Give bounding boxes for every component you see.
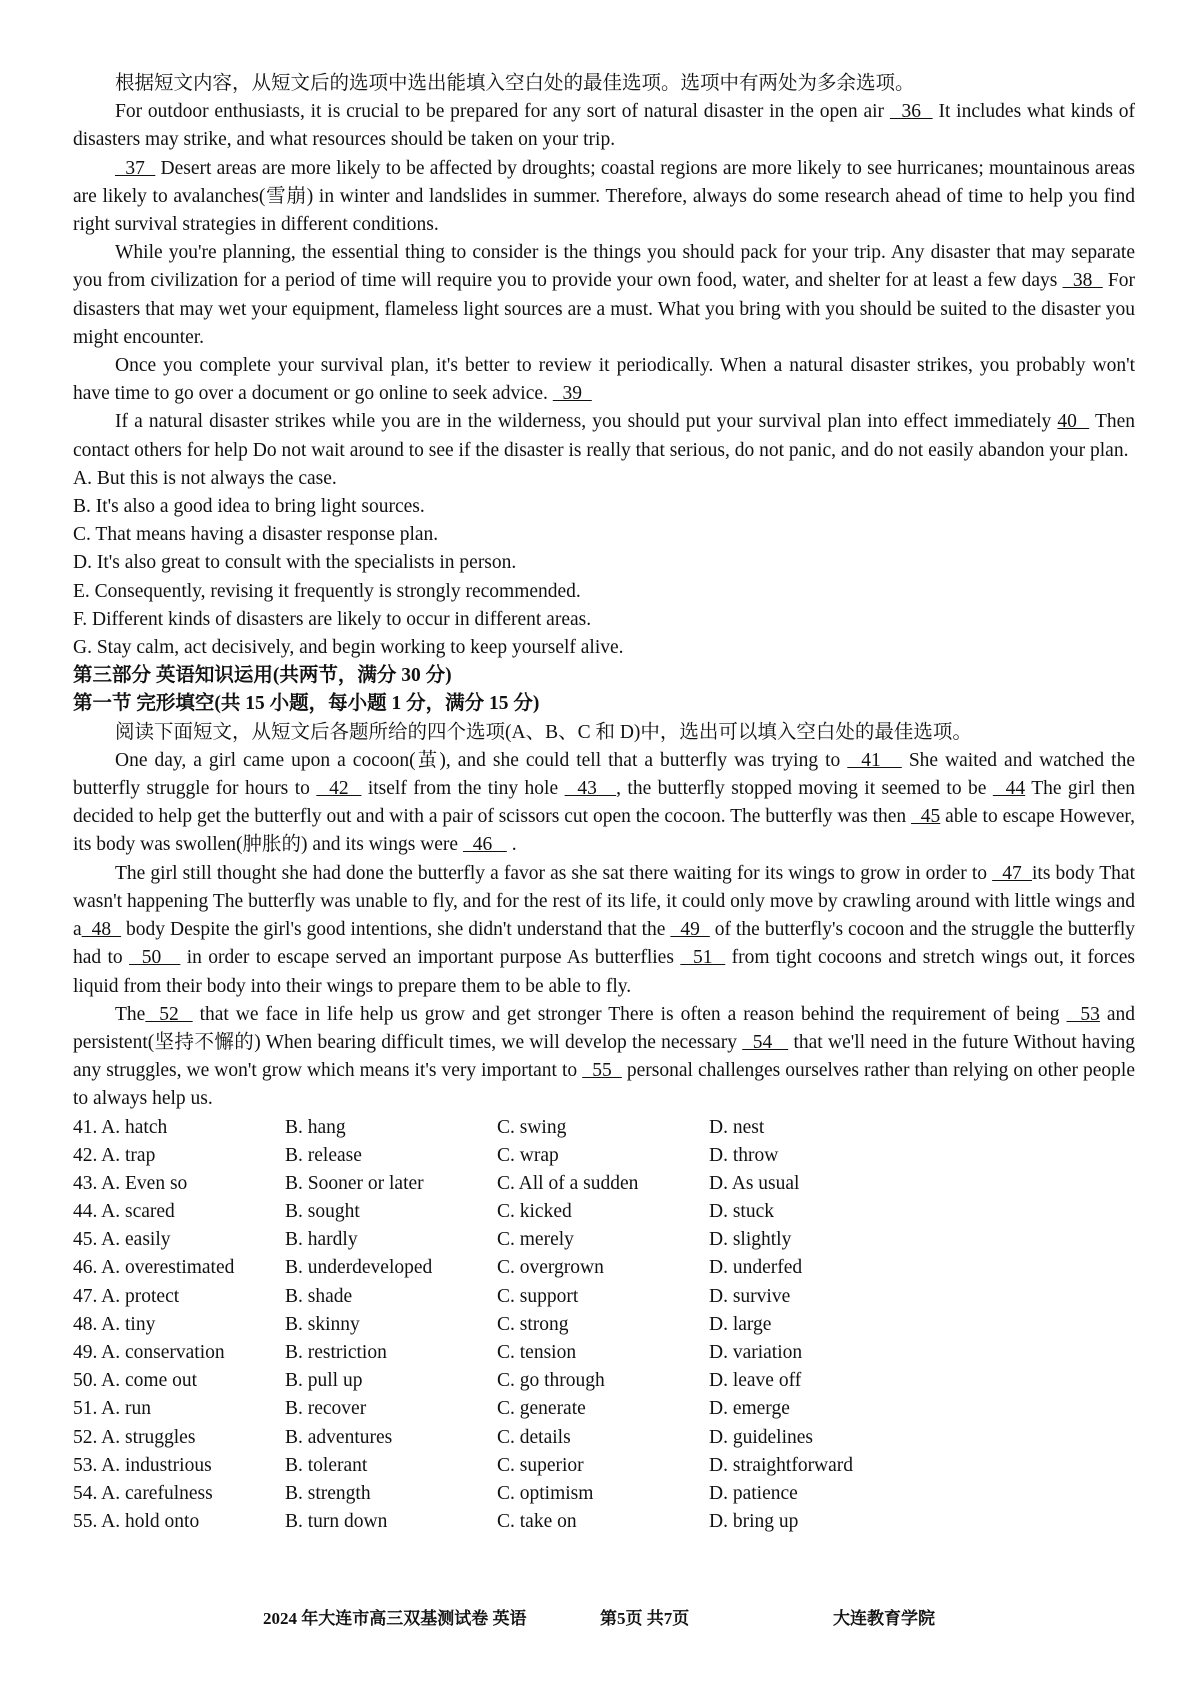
exam-page [73,70,1135,1536]
choice-row [73,1424,1135,1452]
seven-choose-five-passage [73,98,1135,465]
choice-option-d: D. large [709,1313,772,1335]
answer-blank[interactable]: 38 [1062,270,1103,292]
choice-option-c: C. wrap [497,1144,559,1166]
answer-blank[interactable]: 54 [742,1031,789,1053]
choice-option-b: B. recover [285,1398,367,1420]
paragraph-text: For disasters that may wet your equipment, flameless light sources are a must. What you bring with you should be suited to the disaster you might encounter. [73,270,1136,348]
option-item: E. Consequently, revising it frequently is strongly recommended. [73,580,581,602]
paragraph-text: For outdoor enthusiasts, it is crucial to be prepared for any sort of natural disaster in the open air [115,101,890,123]
paragraph-text: in order to escape served an important purpose As butterflies [180,947,681,969]
answer-blank[interactable]: 51 [680,947,726,969]
choice-option-c: C. go through [497,1370,605,1392]
answer-blank[interactable]: 42 [316,778,362,800]
answer-blank[interactable]: 48 [81,919,122,941]
paragraph-text: While you're planning, the essential thing to consider is the things you should pack for your trip. Any disaster that may separate you from civilization for a period of time will require you to provide your own food, water, and shelter for at least a few days [73,242,1135,292]
choice-option-c: C. support [497,1285,579,1307]
paragraph-text: its body That wasn't happening The butterfly was unable to fly, and for the rest of its life, it could only move by crawling around with little wings and a [73,862,1135,941]
choice-option-a: 48. A. tiny [73,1313,156,1335]
choice-option-c: C. take on [497,1511,577,1533]
answer-blank[interactable]: 45 [911,806,941,828]
choice-option-a: 54. A. carefulness [73,1482,213,1504]
answer-blank[interactable]: 40 [1057,411,1090,433]
passage-paragraph [73,98,1135,154]
choice-option-d: D. variation [709,1342,803,1364]
paragraph-text: that we face in life help us grow and get stronger There is often a reason behind the requirement of being [192,1003,1067,1025]
choice-option-c: C. All of a sudden [497,1172,639,1194]
choice-row [73,1311,1135,1339]
answer-blank[interactable]: 44 [992,778,1026,800]
choice-option-a: 44. A. scared [73,1201,175,1223]
choice-option-c: C. kicked [497,1201,572,1223]
choice-option-a: 55. A. hold onto [73,1511,200,1533]
choice-option-a: 42. A. trap [73,1144,156,1166]
paragraph-text: Desert areas are more likely to be affected by droughts; coastal regions are more likely to see hurricanes; mountainous areas are likely to avalanches(雪崩) in winter and landslides in summer. Therefore, always do some research ahead of time to help you find right survival strategies in different conditions. [73,157,1136,236]
choice-option-a: 43. A. Even so [73,1172,188,1194]
cloze-passage [73,747,1135,1114]
choice-option-c: C. superior [497,1454,584,1476]
choice-row [73,1480,1135,1508]
choice-option-a: 45. A. easily [73,1229,171,1251]
choice-row [73,1142,1135,1170]
choice-option-b: B. restriction [285,1342,387,1364]
choice-option-d: D. As usual [709,1172,800,1194]
choice-row [73,1226,1135,1254]
choice-option-b: B. turn down [285,1511,388,1533]
choice-option-c: C. optimism [497,1482,594,1504]
choice-option-d: D. stuck [709,1201,774,1223]
paragraph-text: The [115,1003,146,1025]
paragraph-text: The girl still thought she had done the butterfly a favor as she sat there waiting for its wings to grow in order to [115,862,993,884]
choice-option-b: B. hang [285,1116,346,1138]
paragraph-text: of the butterfly's cocoon and the struggle the butterfly had to [73,919,1136,969]
footer-organization: 大连教育学院 [833,1609,935,1628]
cloze-choice-list [73,1114,1135,1537]
choice-option-c: C. generate [497,1398,586,1420]
passage-paragraph [73,408,1135,464]
choice-option-d: D. patience [709,1482,798,1504]
choice-option-a: 46. A. overestimated [73,1257,235,1279]
choice-option-a: 50. A. come out [73,1370,198,1392]
answer-blank[interactable]: 39 [552,383,592,405]
choice-row [73,1170,1135,1198]
choice-row [73,1283,1135,1311]
choice-option-d: D. survive [709,1285,791,1307]
answer-blank[interactable]: 46 [462,834,507,856]
choice-option-d: D. slightly [709,1229,792,1251]
paragraph-text: itself from the tiny hole [361,778,565,800]
choice-option-b: B. strength [285,1482,371,1504]
option-item: F. Different kinds of disasters are likely to occur in different areas. [73,608,592,630]
choice-option-b: B. sought [285,1201,360,1223]
answer-blank[interactable]: 41 [847,749,902,771]
passage-paragraph [73,155,1135,240]
choice-option-b: B. pull up [285,1370,363,1392]
page-footer [0,1605,1200,1633]
paragraph-text: Then contact others for help Do not wait around to see if the disaster is really that serious, do not panic, and do not easily abandon your plan. [73,411,1136,461]
choice-row [73,1508,1135,1536]
choice-row [73,1198,1135,1226]
paragraph-text: One day, a girl came upon a cocoon(茧), and she could tell that a butterfly was trying to [115,749,848,771]
choice-option-c: C. strong [497,1313,569,1335]
answer-blank[interactable]: 50 [129,947,181,969]
paragraph-text: . [506,834,517,856]
choice-option-b: B. hardly [285,1229,358,1251]
paragraph-text: from tight cocoons and stretch wings out, it forces liquid from their body into their wings to prepare them to be able to fly. [73,947,1136,997]
cloze-paragraph [73,1001,1135,1114]
choice-option-d: D. leave off [709,1370,802,1392]
paragraph-text: body Despite the girl's good intentions, she didn't understand that the [121,919,671,941]
paragraph-text: The girl then decided to help get the butterfly out and with a pair of scissors cut open the cocoon. The butterfly was then [73,778,1135,828]
option-item: B. It's also a good idea to bring light sources. [73,496,425,518]
choice-option-a: 41. A. hatch [73,1116,168,1138]
passage-paragraph [73,239,1135,352]
choice-option-c: C. overgrown [497,1257,604,1279]
choice-option-d: D. throw [709,1144,779,1166]
paragraph-text: Once you complete your survival plan, it's better to review it periodically. When a natural disaster strikes, you probably won't have time to go over a document or go online to seek advice. [73,355,1135,405]
choice-option-d: D. nest [709,1116,765,1138]
answer-blank[interactable]: 49 [670,919,710,941]
choice-option-a: 49. A. conservation [73,1342,225,1364]
reading-instruction: 根据短文内容，从短文后的选项中选出能填入空白处的最佳选项。选项中有两处为多余选项。 [115,73,915,94]
choice-option-d: D. bring up [709,1511,799,1533]
option-item: A. But this is not always the case. [73,467,337,489]
passage-paragraph [73,352,1135,408]
choice-option-b: B. shade [285,1285,353,1307]
footer-exam-title: 2024 年大连市高三双基测试卷 英语 [263,1609,527,1628]
choice-row [73,1254,1135,1282]
answer-blank[interactable]: 36 [889,101,933,123]
answer-blank[interactable]: 47 [992,862,1032,884]
paragraph-text: She waited and watched the butterfly struggle for hours to [73,749,1136,800]
answer-blank[interactable]: 53 [1066,1003,1100,1025]
paragraph-text: personal challenges ourselves rather than relying on other people to always help us. [73,1060,1135,1110]
seven-choose-five-options [73,465,1135,662]
paragraph-text: It includes what kinds of disasters may strike, and what resources should be taken on your trip. [73,101,1136,151]
paragraph-text: , the butterfly stopped moving it seemed to be [616,778,993,800]
answer-blank[interactable]: 43 [564,778,617,800]
choice-option-a: 47. A. protect [73,1285,180,1307]
choice-option-b: B. skinny [285,1313,360,1335]
choice-row [73,1114,1135,1142]
answer-blank[interactable]: 52 [145,1003,193,1025]
choice-option-a: 51. A. run [73,1398,151,1420]
option-item: C. That means having a disaster response plan. [73,524,439,546]
choice-row [73,1367,1135,1395]
choice-option-d: D. guidelines [709,1426,813,1448]
choice-option-c: C. merely [497,1229,574,1251]
choice-option-b: B. underdeveloped [285,1257,433,1279]
choice-option-c: C. details [497,1426,571,1448]
choice-option-b: B. Sooner or later [285,1172,424,1194]
choice-option-c: C. swing [497,1116,567,1138]
choice-option-c: C. tension [497,1342,577,1364]
paragraph-text: If a natural disaster strikes while you are in the wilderness, you should put your survival plan into effect immediately [115,411,1058,433]
option-item: D. It's also great to consult with the specialists in person. [73,552,517,574]
choice-option-d: D. underfed [709,1257,803,1279]
paragraph-text: and persistent(坚持不懈的) When bearing difficult times, we will develop the necessary [73,1003,1136,1053]
answer-blank[interactable]: 37 [115,157,156,179]
choice-option-a: 53. A. industrious [73,1454,212,1476]
paragraph-text: that we'll need in the future Without having any struggles, we won't grow which means it's very important to [73,1031,1135,1082]
section-one-title: 第一节 完形填空(共 15 小题，每小题 1 分，满分 15 分) [73,693,540,715]
choice-row [73,1339,1135,1367]
option-item: G. Stay calm, act decisively, and begin working to keep yourself alive. [73,637,624,659]
part-three-title: 第三部分 英语知识运用(共两节，满分 30 分) [73,665,452,687]
footer-page-info: 第5页 共7页 [600,1609,690,1628]
cloze-paragraph [73,860,1135,1001]
choice-option-b: B. release [285,1144,362,1166]
cloze-instruction: 阅读下面短文，从短文后各题所给的四个选项(A、B、C 和 D)中，选出可以填入空白处的最佳选项。 [115,721,972,743]
choice-option-d: D. straightforward [709,1454,854,1476]
choice-row [73,1452,1135,1480]
choice-row [73,1395,1135,1423]
choice-option-a: 52. A. struggles [73,1426,196,1448]
cloze-paragraph [73,747,1135,860]
choice-option-b: B. adventures [285,1426,393,1448]
paragraph-text: able to escape However, its body was swollen(肿胀的) and its wings were [73,806,1135,856]
choice-option-b: B. tolerant [285,1454,368,1476]
answer-blank[interactable]: 55 [582,1060,622,1082]
choice-option-d: D. emerge [709,1398,790,1420]
